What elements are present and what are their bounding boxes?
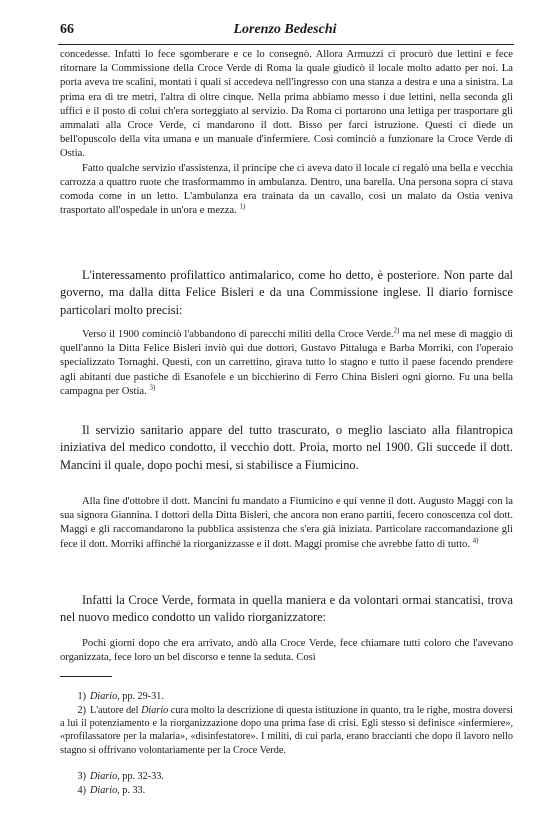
footnote-source: Diario [141,705,169,716]
footnote-3 [60,770,513,783]
footnote-number: 3) [77,771,86,782]
header-rule [58,44,514,45]
footnote-1 [60,690,513,703]
quote-text: Verso il 1900 cominciò l'abbandono di parecchi militi della Croce Verde. [82,329,394,340]
footnote-text: cura molto la descrizione di questa istituzione in quanto, tra le righe, mostra doversi a lui il potenziamento e la riorganizzazione dopo una prima fase di crisi. Egli stesso si definisce «infermiere», «profilassatore per la malaria», «disinfestatore». I militi, di cui parla, erano braccianti che dopo il lavoro nello stagno si offrivano volontariamente per la Croce Verde. [60,705,513,756]
main-paragraph-2: Il servizio sanitario appare del tutto trascurato, o meglio lasciato alla filantropica iniziativa del medico condotto, il vecchio dott. Proia, morto nel 1900. Gli succede il dott. Mancini il quale, dopo pochi mesi, si stabilisce a Fiumicino. [60,423,513,472]
footnote-ref-2: 2) [393,326,400,335]
footnote-text: pp. 32-33. [119,771,164,782]
running-title: Lorenzo Bedeschi [233,22,337,37]
running-header [60,22,510,42]
quote-block-2 [60,328,513,399]
footnote-text: L'autore del [90,705,142,716]
quote-block-3 [60,495,513,552]
quote-paragraph [60,162,513,219]
footnote-4 [60,784,513,797]
footnote-source: Diario, [90,691,120,702]
footnote-number: 4) [77,785,86,796]
main-paragraph-3: Infatti la Croce Verde, formata in quella maniera e da volontari ormai stancatisi, trova nel nuovo medico condotto un valido riorganizzatore: [60,593,513,625]
quote-block-1 [60,48,513,218]
quote-text: Alla fine d'ottobre il dott. Mancini fu mandato a Fiumicino e qui venne il dott. Augusto Maggi con la sua signora Giannina. I dottori della Ditta Bisleri, che ancora non erano partiti, fecero conoscenza col dott. Maggi e gli raccomandarono la pubblica assistenza che s'era già iniziata. Particolare raccomandazione gli fece il dott. Morriki affinché la riorganizzasse e il dott. Maggi promise che avrebbe fatto di tutto. [60,496,513,550]
footnote-number: 2) [77,705,86,716]
footnote-source: Diario, [90,785,120,796]
quote-paragraph: concedesse. Infatti lo fece sgomberare e ce lo consegnò. Allora Armuzzi ci procurò due lettini e fece ritornare la Commissione della Croce Verde di Roma la quale giudicò il locale molto adatto per noi. La porta aveva tre scalini, montati i quali si accedeva nell'ingresso con una stanza a destra e una a sinistra. La prima era di tre metri, l'altra di oltre cinque. Nella prima abbiamo messo i due lettini, nella seconda gli uffici e il posto di colui ch'era sorteggiato al servizio. Da Roma ci portarono una lettiga per trasportare gli ammalati alla Croce Verde, ci mandarono il dott. Bisso per farci istruzione. Questi ci diede un bell'opuscolo della vita umana e un manuale d'infermiere. Così cominciò a funzionare la Croce Verde di Ostia. [60,49,513,160]
quote-block-4: Pochi giorni dopo che era arrivato, andò alla Croce Verde, fece chiamare tutti coloro che l'avevano organizzata, fece loro un bel discorso e tenne la seduta. Così [60,638,513,664]
page-number: 66 [60,22,74,37]
main-paragraph-1: L'interessamento profilattico antimalarico, come ho detto, è posteriore. Non parte dal governo, ma dalla ditta Felice Bisleri e da una Commissione inglese. Il diario fornisce particolari molto precisi: [60,268,513,317]
footnote-number: 1) [77,691,86,702]
footnote-text: pp. 29-31. [119,691,164,702]
footnote-text: p. 33. [119,785,146,796]
footnote-rule [60,676,112,677]
footnote-source: Diario, [90,771,120,782]
footnote-ref-4: 4) [472,536,479,545]
footnote-ref-3: 3) [149,383,156,392]
quote-text: Fatto qualche servizio d'assistenza, il principe che ci aveva dato il locale ci regalò una bella e vecchia carrozza a quattro ruote che trasformammo in ambulanza. Dentro, una barella. Una persona sopra ci stava comoda come in un letto. L'ambulanza era trainata da un cavallo, così un malato da Ostia veniva trasportato all'ospedale in un'ora e mezza. [60,162,513,217]
quote-text: ma nel mese di maggio di quell'anno la Ditta Felice Bisleri inviò qui due dottori, Gustavo Pittaluga e Barba Morriki, con l'operaio specializzato Tornaghi. Questi, con un carrettino, girava tutto lo stagno e tutto il paese facendo prendere agli abitanti due pastiche di Esanofele e un bicchierino di Ferro China Bisleri ogni giorno. Fu una bella campagna per Ostia. [60,329,513,397]
footnote-2 [60,704,513,757]
footnote-ref-1: 1) [239,202,246,211]
